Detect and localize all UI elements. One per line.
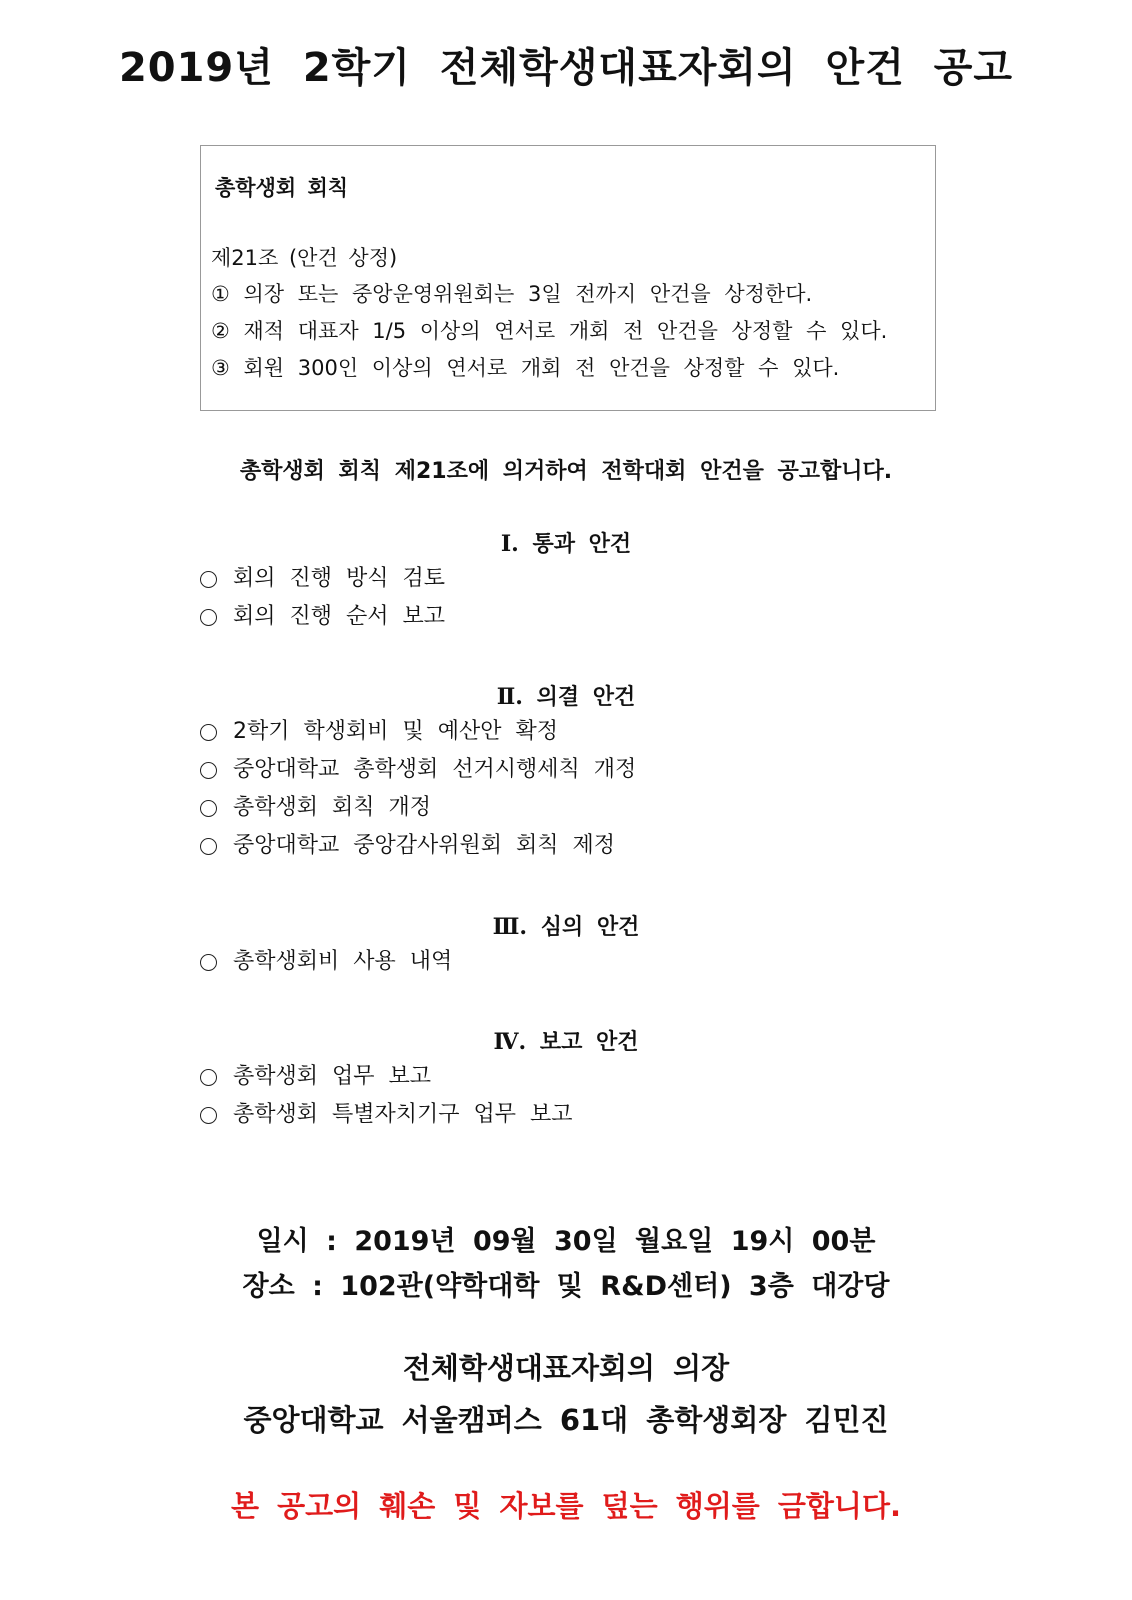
chair-name: 중앙대학교 서울캠퍼스 61대 총학생회장 김민진 xyxy=(243,1403,889,1437)
section-title-deliberation xyxy=(0,910,1132,941)
bylaw-heading: 총학생회 회칙 xyxy=(215,176,349,200)
list-item xyxy=(200,1096,573,1134)
circle-bullet-icon xyxy=(200,1069,217,1086)
list-item xyxy=(200,751,636,789)
section-label: 심의 안건 xyxy=(540,915,640,940)
section-numeral: Ⅱ. xyxy=(496,684,523,710)
list-item xyxy=(200,598,445,636)
section-numeral: Ⅰ. xyxy=(500,531,519,557)
circle-bullet-icon xyxy=(200,838,217,855)
section-title-resolution xyxy=(0,680,1132,711)
circle-bullet-icon xyxy=(200,800,217,817)
section-items-deliberation xyxy=(200,943,452,981)
meeting-datetime: 일시 : 2019년 09월 30일 월요일 19시 00분 xyxy=(256,1226,876,1257)
section-title-report xyxy=(0,1025,1132,1056)
section-numeral: Ⅳ. xyxy=(493,1029,527,1055)
bylaw-clause: ③ 회원 300인 이상의 연서로 개회 전 안건을 상정할 수 있다. xyxy=(211,356,840,380)
bylaw-clause: ② 재적 대표자 1/5 이상의 연서로 개회 전 안건을 상정할 수 있다. xyxy=(211,319,888,343)
list-item xyxy=(200,713,636,751)
notice-title: 2019년 2학기 전체학생대표자회의 안건 공고 xyxy=(118,45,1014,91)
circle-bullet-icon xyxy=(200,724,217,741)
warning-notice: 본 공고의 훼손 및 자보를 덮는 행위를 금합니다. xyxy=(231,1489,901,1523)
item-text: 중앙대학교 중앙감사위원회 회칙 제정 xyxy=(233,833,616,858)
item-text: 총학생회 특별자치기구 업무 보고 xyxy=(233,1102,573,1127)
item-text: 중앙대학교 총학생회 선거시행세칙 개정 xyxy=(233,757,637,782)
list-item xyxy=(200,827,636,865)
section-items-resolution xyxy=(200,713,636,865)
list-item xyxy=(200,1058,573,1096)
chair-title: 전체학생대표자회의 의장 xyxy=(402,1351,730,1385)
item-text: 2학기 학생회비 및 예산안 확정 xyxy=(233,719,558,744)
intro-statement: 총학생회 회칙 제21조에 의거하여 전학대회 안건을 공고합니다. xyxy=(239,459,893,484)
item-text: 회의 진행 방식 검토 xyxy=(233,566,445,591)
section-numeral: Ⅲ. xyxy=(492,914,528,940)
bylaw-excerpt-box xyxy=(200,145,936,411)
item-text: 총학생회 회칙 개정 xyxy=(233,795,432,820)
list-item xyxy=(200,943,452,981)
meeting-location: 장소 : 102관(약학대학 및 R&D센터) 3층 대강당 xyxy=(242,1271,890,1302)
item-text: 총학생회비 사용 내역 xyxy=(233,949,453,974)
circle-bullet-icon xyxy=(200,609,217,626)
section-label: 통과 안건 xyxy=(532,532,632,557)
circle-bullet-icon xyxy=(200,1107,217,1124)
circle-bullet-icon xyxy=(200,954,217,971)
bylaw-article: 제21조 (안건 상정) xyxy=(211,246,398,270)
bylaw-clauses xyxy=(211,276,887,387)
section-items-report xyxy=(200,1058,573,1134)
list-item xyxy=(200,560,445,598)
circle-bullet-icon xyxy=(200,571,217,588)
section-label: 의결 안건 xyxy=(536,685,636,710)
list-item xyxy=(200,789,636,827)
bylaw-clause: ① 의장 또는 중앙운영위원회는 3일 전까지 안건을 상정한다. xyxy=(211,282,813,306)
circle-bullet-icon xyxy=(200,762,217,779)
section-label: 보고 안건 xyxy=(539,1030,639,1055)
section-items-passed xyxy=(200,560,445,636)
item-text: 총학생회 업무 보고 xyxy=(233,1064,432,1089)
section-title-passed xyxy=(0,527,1132,558)
item-text: 회의 진행 순서 보고 xyxy=(233,604,445,629)
